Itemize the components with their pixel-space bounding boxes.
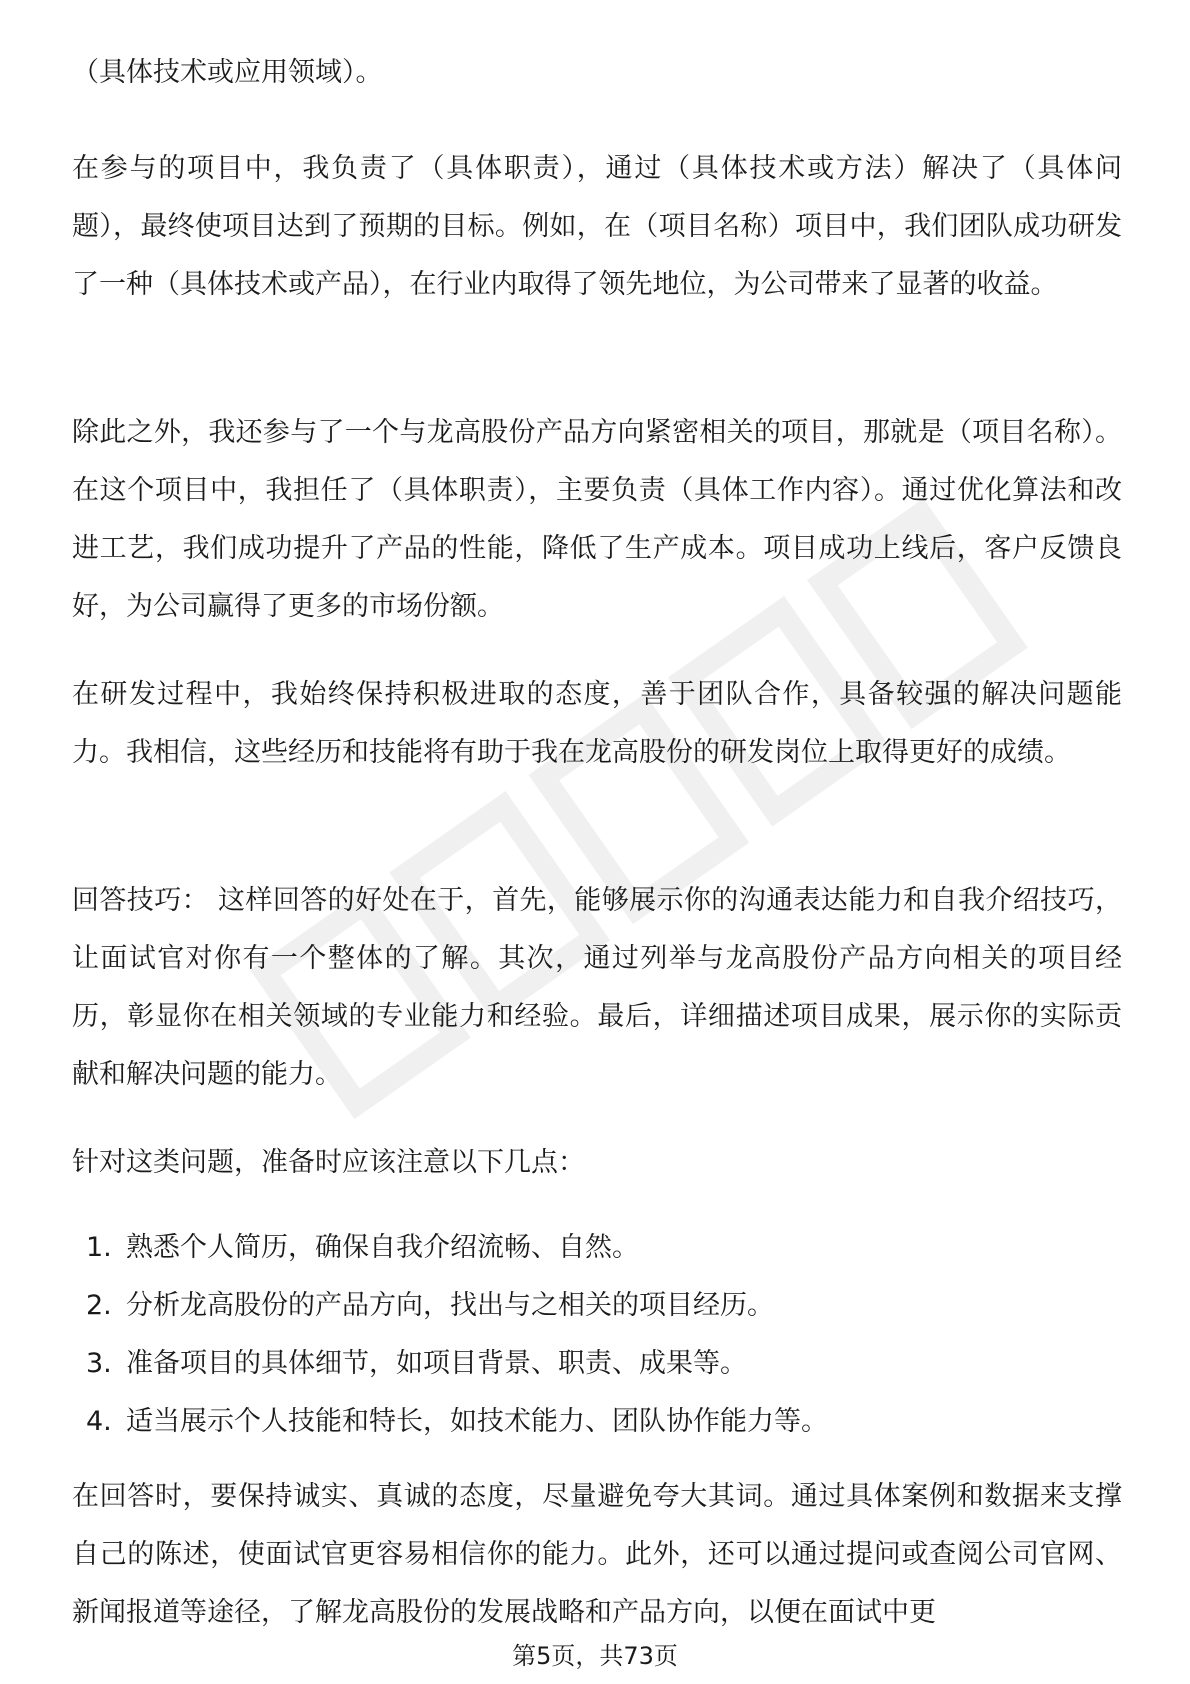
list-item (72, 1277, 828, 1335)
numbered-list (72, 1219, 828, 1451)
paragraph-1: （具体技术或应用领域）。 (72, 57, 383, 88)
paragraph-2: 在参与的项目中，我负责了（具体职责），通过（具体技术或方法）解决了（具体问题），最终使项目达到了预期的目标。例如，在（项目名称）项目中，我们团队成功研发了一种（具体技术或产品），在行业内取得了领先地位，为公司带来了显著的收益。 (72, 153, 1122, 300)
paragraph-4: 在研发过程中，我始终保持积极进取的态度，善于团队合作，具备较强的解决问题能力。我相信，这些经历和技能将有助于我在龙高股份的研发岗位上取得更好的成绩。 (72, 679, 1122, 768)
list-item (72, 1393, 828, 1451)
list-item-text: 熟悉个人简历，确保自我介绍流畅、自然。 (126, 1232, 639, 1263)
list-item-text: 适当展示个人技能和特长，如技术能力、团队协作能力等。 (126, 1406, 828, 1437)
paragraph-list-intro: 针对这类问题，准备时应该注意以下几点： (72, 1147, 585, 1178)
paragraph-closing: 在回答时，要保持诚实、真诚的态度，尽量避免夸大其词。通过具体案例和数据来支撑自己的陈述，使面试官更容易相信你的能力。此外，还可以通过提问或查阅公司官网、新闻报道等途径，了解龙高股份的发展战略和产品方向，以便在面试中更 (72, 1481, 1122, 1628)
list-item-number: 4. (86, 1406, 112, 1437)
list-item (72, 1335, 828, 1393)
list-item (72, 1219, 828, 1277)
paragraph-tips: 回答技巧： 这样回答的好处在于，首先，能够展示你的沟通表达能力和自我介绍技巧，让面试官对你有一个整体的了解。其次，通过列举与龙高股份产品方向相关的项目经历，彰显你在相关领域的专业能力和经验。最后，详细描述项目成果，展示你的实际贡献和解决问题的能力。 (72, 885, 1122, 1090)
page-number-footer: 第5页，共73页 (512, 1642, 678, 1670)
list-item-number: 1. (86, 1232, 112, 1263)
list-item-text: 准备项目的具体细节，如项目背景、职责、成果等。 (126, 1348, 747, 1379)
list-item-text: 分析龙高股份的产品方向，找出与之相关的项目经历。 (126, 1290, 774, 1321)
list-item-number: 2. (86, 1290, 112, 1321)
list-item-number: 3. (86, 1348, 112, 1379)
paragraph-3: 除此之外，我还参与了一个与龙高股份产品方向紧密相关的项目，那就是（项目名称）。在这个项目中，我担任了（具体职责），主要负责（具体工作内容）。通过优化算法和改进工艺，我们成功提升了产品的性能，降低了生产成本。项目成功上线后，客户反馈良好，为公司赢得了更多的市场份额。 (72, 417, 1122, 622)
